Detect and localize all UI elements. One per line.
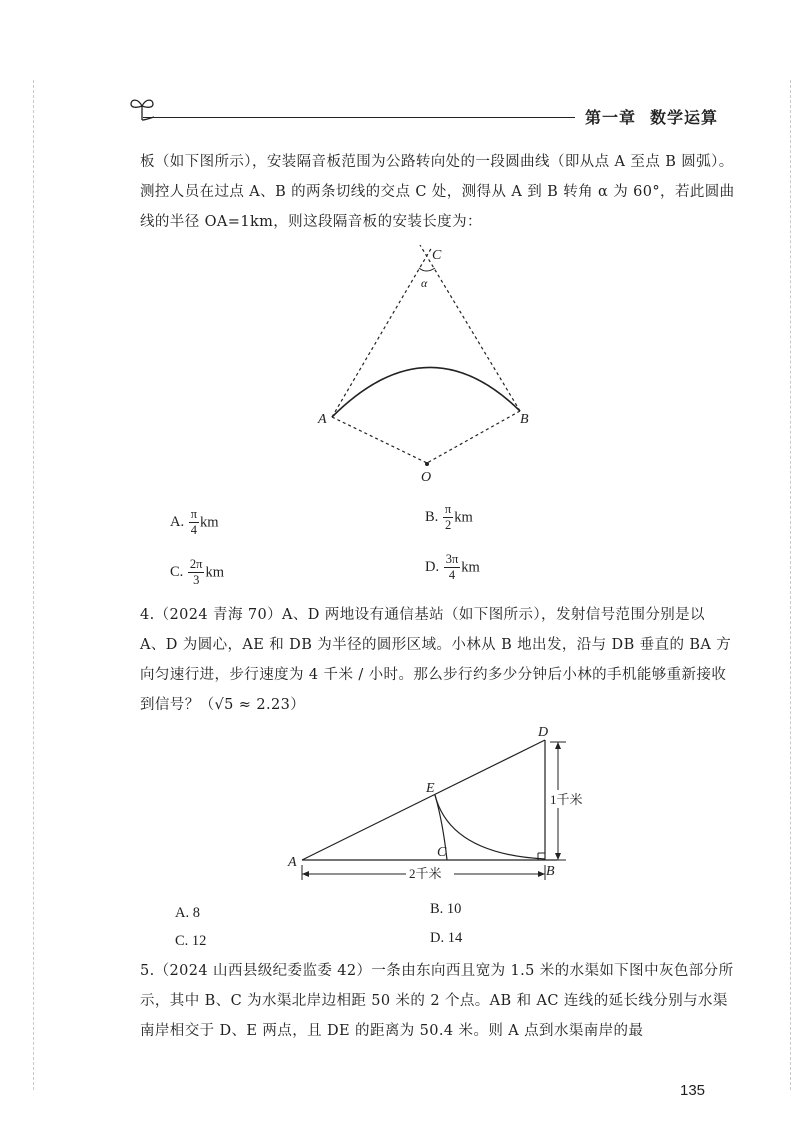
option-4b: B. 10 [430, 901, 462, 917]
tangent-line-ac [332, 247, 432, 417]
option-4a: A. 8 [175, 905, 200, 921]
problem-3-text: 板（如下图所示），安装隔音板范围为公路转向处的一段圆曲线（即从点 A 至点 B 圆弧）。测控人员在过点 A、B 的两条切线的交点 C 处，测得从 A 到 B 转角 α 为 60°，若此圆曲线的半径 OA=1km，则这段隔音板的安装长度为： [140, 154, 735, 230]
figure-arc-tangents [300, 235, 560, 490]
radius-oa [332, 417, 427, 463]
option-a: A. $\frac{\pi}{4}$ km [170, 507, 219, 537]
option-4c: C. 12 [175, 933, 207, 949]
distance-db-label: 1千米 [550, 792, 583, 807]
curve-arc-ab [332, 367, 520, 417]
figure-signal-range [282, 722, 592, 887]
option-b: B. $\frac{\pi}{2}$ km [425, 502, 473, 532]
distance-ab-label: 2千米 [409, 866, 442, 881]
label-o: O [421, 470, 432, 485]
label-e: E [426, 781, 435, 796]
label-b: B [546, 864, 555, 879]
page-number: 135 [680, 1082, 706, 1099]
label-b: B [520, 412, 529, 427]
option-c: C. $\frac{2\pi}{3}$ km [170, 557, 225, 587]
label-a: A [288, 855, 297, 870]
angle-alpha-arc [419, 268, 435, 271]
label-d: D [538, 725, 549, 740]
running-header [585, 105, 718, 128]
tangent-line-bc [420, 245, 520, 411]
option-d: D. $\frac{3\pi}{4}$ km [425, 552, 480, 582]
scan-edge-left [33, 80, 34, 1090]
chapter-label: 第一章 [585, 108, 637, 127]
segment-ad [302, 740, 545, 860]
problem-5-text: 5.（2024 山西县级纪委监委 42）一条由东向西且宽为 1.5 米的水渠如下图中灰色部分所示，其中 B、C 为水渠北岸边相距 50 米的 2 个点。AB 和 AC 连线的延长线分别与水渠南岸相交于 D、E 两点，且 DE 的距离为 50.4 米。则 A 点到水渠南岸的最 [140, 963, 734, 1039]
label-alpha: α [421, 276, 428, 290]
problem-4-text: 4.（2024 青海 70）A、D 两地设有通信基站（如下图所示），发射信号范围分别是以 A、D 为圆心，AE 和 DB 为半径的圆形区域。小林从 B 地出发，沿与 DB 垂直的 BA 方向匀速行进，步行速度为 4 千米 / 小时。那么步行约多少分钟后小林的手机能够重新接收到信号？（√5 ≈ 2.23） [140, 607, 732, 713]
point-o [425, 462, 429, 466]
label-c: C [437, 845, 447, 860]
sprout-icon [128, 96, 156, 122]
arc-eb-center-d [435, 795, 545, 859]
label-a: A [318, 412, 327, 427]
chapter-title: 数学运算 [650, 108, 719, 127]
scan-edge-right [790, 80, 791, 1090]
header-rule [143, 117, 575, 118]
option-4d: D. 14 [430, 930, 463, 946]
label-c: C [432, 248, 442, 263]
radius-ob [427, 411, 520, 463]
